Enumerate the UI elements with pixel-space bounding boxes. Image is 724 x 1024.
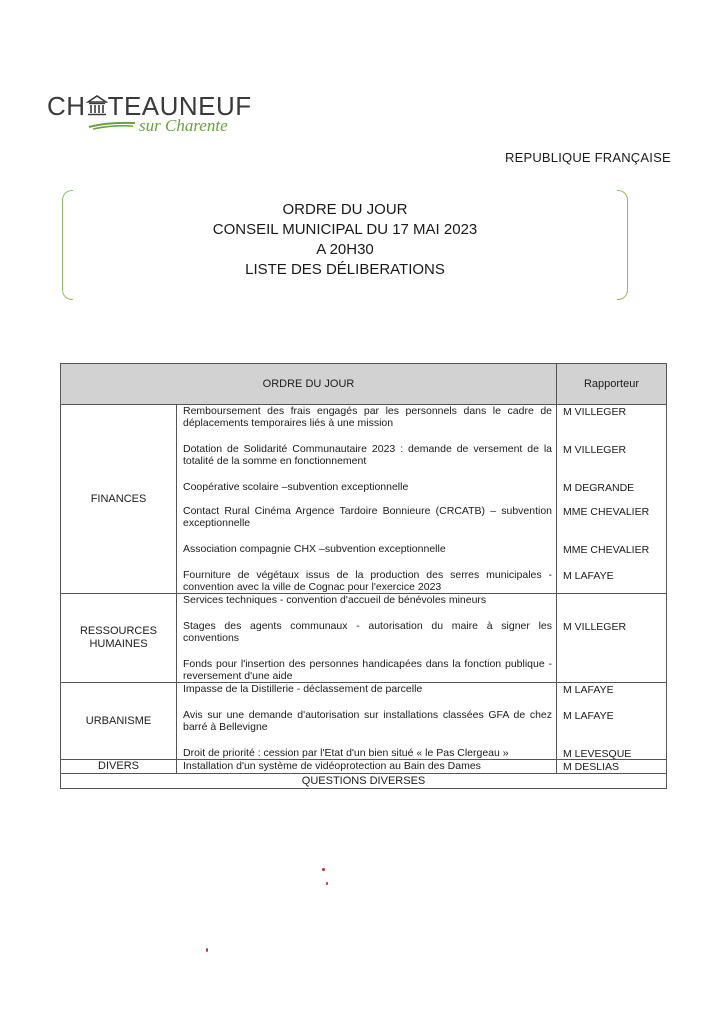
title-line-2: CONSEIL MUNICIPAL DU 17 MAI 2023	[212, 221, 478, 238]
questions-diverses: QUESTIONS DIVERSES	[61, 774, 667, 789]
rapporteur-name: M VILLEGER	[563, 405, 627, 418]
rapporteur-name: M DESLIAS	[563, 760, 620, 773]
scan-speck	[322, 868, 325, 871]
title-line-4: LISTE DES DÉLIBERATIONS	[245, 261, 445, 278]
category-cell	[61, 405, 177, 594]
agenda-item: Installation d'un système de vidéoprotection au Bain des Dames	[183, 760, 481, 772]
agenda-item: Stages des agents communaux - autorisation du maire à signer les conventions	[183, 620, 553, 644]
rapporteur-name: M LEVESQUE	[563, 747, 632, 760]
items-cell	[177, 594, 557, 683]
town-hall-icon	[86, 93, 108, 115]
agenda-item: Contact Rural Cinéma Argence Tardoire Bonnieure (CRCATB) – subvention exceptionnelle	[183, 505, 553, 529]
agenda-item: Impasse de la Distillerie - déclassement de parcelle	[183, 683, 423, 695]
agenda-item: Droit de priorité : cession par l'Etat d'un bien situé « le Pas Clergeau »	[183, 747, 509, 759]
rapporteur-name: MME CHEVALIER	[563, 505, 650, 518]
category-label: URBANISME	[85, 714, 152, 727]
agenda-item: Fourniture de végétaux issus de la production des serres municipales - convention avec la ville de Cognac pour l'exercice 2023	[183, 569, 553, 593]
table-row	[61, 683, 667, 760]
agenda-item: Fonds pour l'insertion des personnes handicapées dans la fonction publique - reversement d'une aide	[183, 658, 553, 682]
table-row	[61, 760, 667, 774]
rapporteur-cell	[557, 683, 667, 760]
title-line-3: A 20H30	[316, 241, 374, 258]
agenda-table	[60, 363, 667, 789]
agenda-item: Coopérative scolaire –subvention exceptionnelle	[183, 481, 409, 493]
category-label: DIVERS	[98, 760, 139, 772]
rapporteur-name: M DEGRANDE	[563, 481, 635, 494]
rapporteur-cell	[557, 405, 667, 594]
logo-subtitle: sur Charente	[139, 116, 228, 135]
items-cell	[177, 760, 557, 774]
rapporteur-name: M VILLEGER	[563, 620, 627, 633]
table-row	[61, 594, 667, 683]
rapporteur-cell	[557, 760, 667, 774]
category-label: HUMAINES	[89, 638, 148, 650]
agenda-item: Avis sur une demande d'autorisation sur installations classées GFA de chez barré à Bellevigne	[183, 709, 553, 733]
category-cell	[61, 594, 177, 683]
agenda-item: Association compagnie CHX –subvention exceptionnelle	[183, 543, 446, 555]
rapporteur-name: MME CHEVALIER	[563, 543, 650, 556]
header-agenda: ORDRE DU JOUR	[61, 364, 557, 405]
items-cell	[177, 683, 557, 760]
logo-text-start: CH	[47, 91, 86, 121]
agenda-item: Services techniques - convention d'accueil de bénévoles mineurs	[183, 594, 487, 606]
rapporteur-name: M LAFAYE	[563, 709, 614, 722]
category-cell	[61, 683, 177, 760]
items-cell	[177, 405, 557, 594]
rapporteur-name: M VILLEGER	[563, 443, 627, 456]
rapporteur-cell	[557, 594, 667, 683]
town-logo	[47, 92, 297, 142]
header-rapporteur: Rapporteur	[557, 364, 667, 405]
rapporteur-name: M LAFAYE	[563, 569, 614, 582]
category-label: RESSOURCES	[79, 625, 158, 637]
republique-francaise: REPUBLIQUE FRANÇAISE	[505, 150, 671, 165]
table-row	[61, 405, 667, 594]
questions-diverses-row	[61, 774, 667, 789]
agenda-item: Dotation de Solidarité Communautaire 2023 : demande de versement de la totalité de la somme en fonctionnement	[183, 443, 553, 467]
logo-text-end: TEAUNEUF	[107, 91, 252, 121]
agenda-item: Remboursement des frais engagés par les personnels dans le cadre de déplacements temporaires liés à une mission	[183, 405, 553, 429]
category-label: FINANCES	[90, 492, 147, 505]
logo-swoosh-icon	[87, 120, 137, 130]
agenda-body	[61, 405, 667, 774]
table-header-row	[61, 364, 667, 405]
rapporteur-name: M LAFAYE	[563, 683, 614, 696]
category-cell	[61, 760, 177, 774]
scan-speck	[326, 882, 328, 885]
title-block	[62, 190, 628, 298]
scan-speck	[206, 948, 208, 952]
title-line-1: ORDRE DU JOUR	[282, 201, 408, 218]
